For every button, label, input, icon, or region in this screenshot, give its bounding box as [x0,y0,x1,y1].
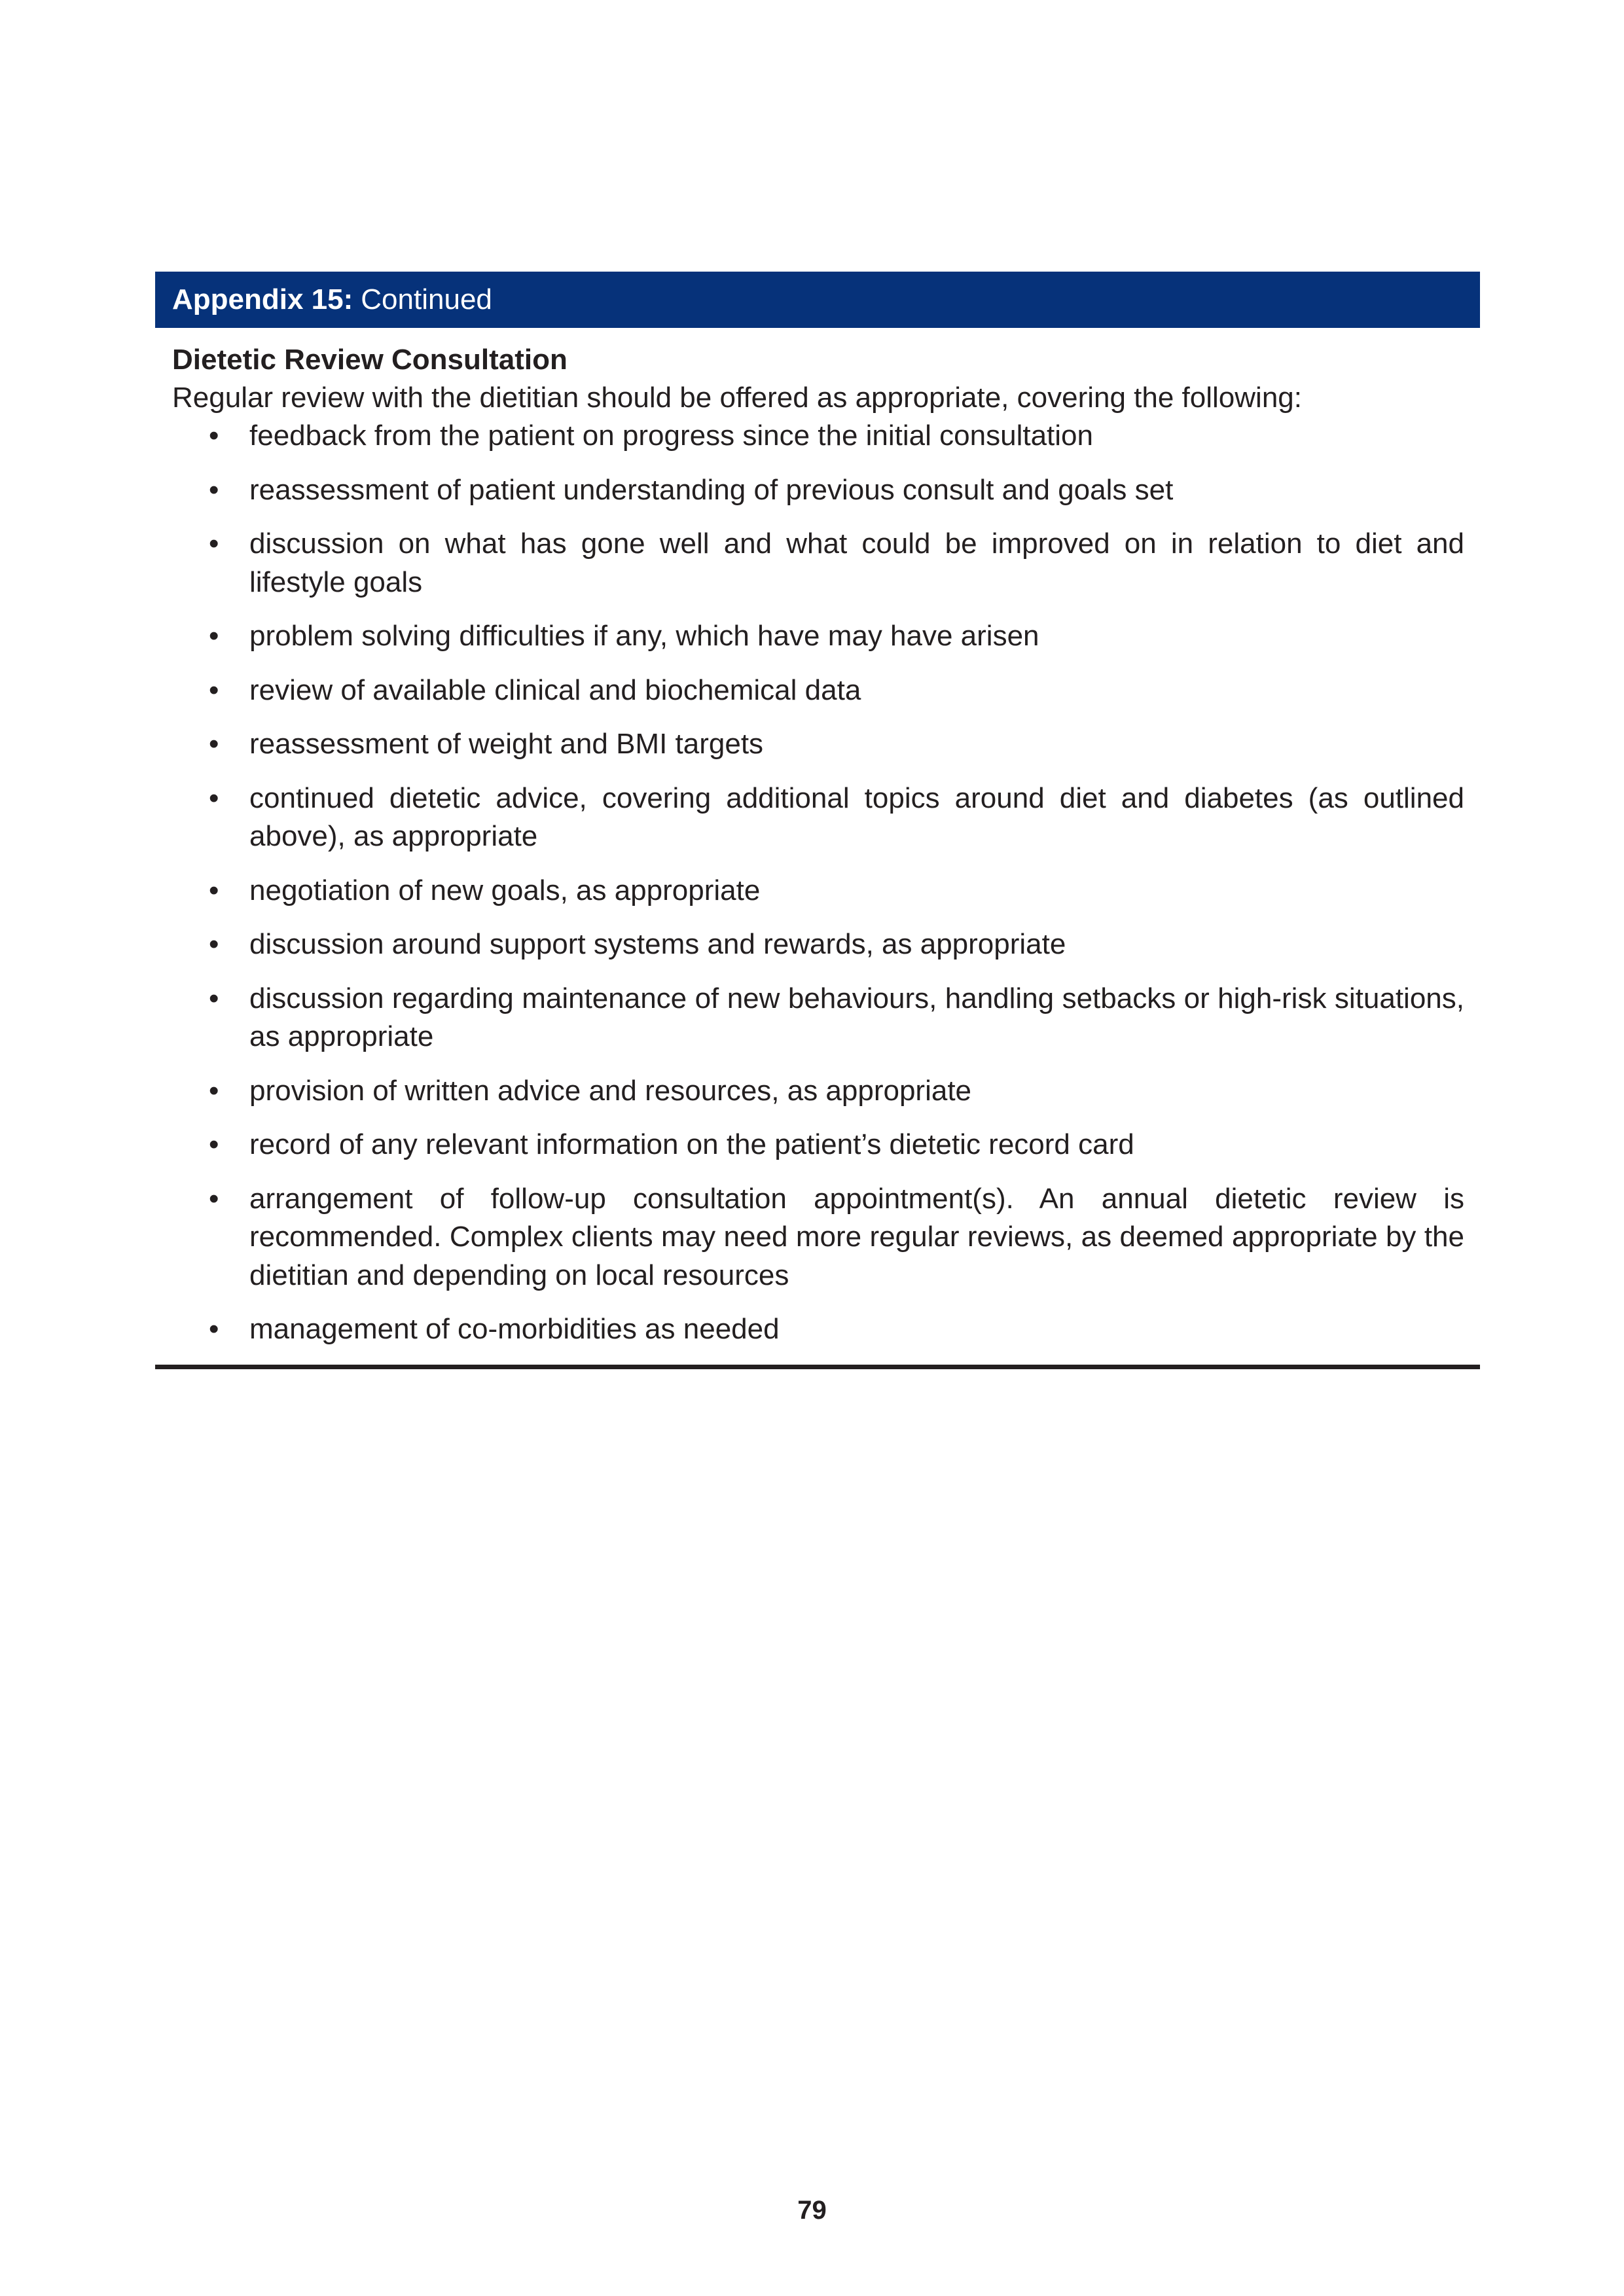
appendix-label: Appendix 15: [172,283,353,315]
list-item: • provision of written advice and resources, as appropriate [249,1072,1464,1111]
bullet-list [172,417,1464,1349]
list-item: • continued dietetic advice, covering additional topics around diet and diabetes (as outlined above), as appropriate [249,780,1464,856]
list-item: • discussion regarding maintenance of new behaviours, handling setbacks or high-risk situations, as appropriate [249,980,1464,1056]
appendix-body [155,328,1480,1349]
section-intro: Regular review with the dietitian should be offered as appropriate, covering the following: [172,382,1302,414]
list-item: • management of co-morbidities as needed [249,1310,1464,1349]
list-item: • reassessment of weight and BMI targets [249,725,1464,764]
appendix-header-bar [155,272,1480,328]
bottom-rule [155,1365,1480,1369]
list-item: • negotiation of new goals, as appropriate [249,872,1464,910]
list-item: • review of available clinical and biochemical data [249,672,1464,710]
list-item: • record of any relevant information on the patient’s dietetic record card [249,1126,1464,1164]
list-item: • reassessment of patient understanding of previous consult and goals set [249,471,1464,510]
list-item: • discussion around support systems and rewards, as appropriate [249,925,1464,964]
list-item: • arrangement of follow-up consultation appointment(s). An annual dietetic review is recommended. Complex clients may need more regular reviews, as deemed appropriate by the dietitian and depending on local resources [249,1180,1464,1295]
list-item: • discussion on what has gone well and what could be improved on in relation to diet and lifestyle goals [249,525,1464,601]
appendix-box [155,272,1480,1369]
page-number: 79 [797,2196,827,2225]
list-item: • problem solving difficulties if any, which have may have arisen [249,617,1464,656]
appendix-header-text: Continued [361,283,492,315]
list-item: • feedback from the patient on progress since the initial consultation [249,417,1464,456]
section-title: Dietetic Review Consultation [172,344,568,376]
